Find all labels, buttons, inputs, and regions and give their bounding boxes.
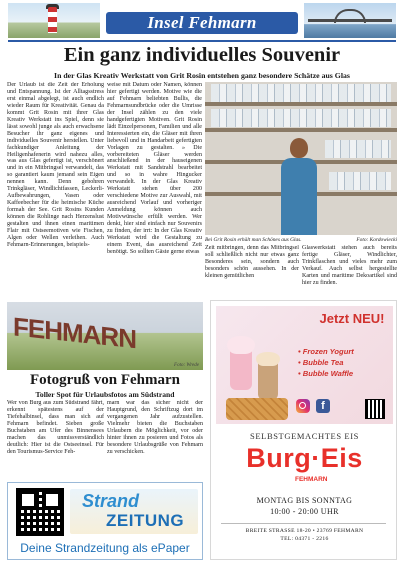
burg-eis-logo-sub: FEHMARN	[295, 476, 328, 483]
burg-eis-ad	[210, 300, 397, 560]
instagram-icon[interactable]	[296, 399, 310, 413]
article2-column-1: Wer von Burg aus zum Südstrand fährt, erkennt spätestens auf der Tiefehalbinsel, dass man sich auf Fehmarn befindet. Sieben große Buchstaben am Ufer des Binnensees machen das unmissverständlich deutlich: Hier ist die Ostseeinsel. Für den Tourismus-Service Feh-	[7, 400, 104, 455]
article-column-2: weise mit Datum oder Namen, können hier gefertigt werden. Motive wie die auf Fehmarn beliebten Bullis, die Fehmarnsundbrücke oder die Umrisse der Insel zählen zu den viele handgefertigten Motiven. Grit Rosin lädt Einzelpersonen, Familien und alle Interessierten ein, die Gläser mit ihren liebevoll und in Handarbeit gefertigten Vorlagen zu gestalten. » Die vorbereiteten Gläser werden anschließend in der hauseigenen Werkstatt mit Sandstrahl bearbeitet und so in wahre Hingucker verwandelt. In der Glas Kreativ Werkstatt stehen über 200 verschiedene Motive zur Auswahl, mit ausreichend Vorlauf und vorheriger Anmeldung können auch Motivwünsche erfüllt werden. Wer denkt, hier sind einfach nur Souvenirs zu finden, der irrt: In der Glas Kreativ Werkstatt wird die Gestaltung zu einem Event, das ausreichend Zeit benötigt. So sollten Gäste gerne etwas	[107, 82, 202, 255]
article-column-4: Glaswerkstatt stehen auch bereits fertige Gläser, Windlichter, Trinkflaschen und vieles mehr zum Verkauf. Auch selbst hergestellte Karten und maritime Dekoartikel sind hier zu finden.	[302, 245, 397, 286]
frozen-yogurt-cup	[230, 350, 252, 390]
offer-item: • Frozen Yogurt	[298, 347, 354, 356]
offer-list	[298, 346, 390, 379]
glass-row	[211, 109, 391, 127]
fehmarn-letters-photo	[7, 302, 203, 370]
photo-caption	[205, 237, 397, 243]
divider	[221, 523, 386, 524]
article-column-1: Der Urlaub ist die Zeit der Erholung und Entspannung. Ist der Alltagsstress erst einmal abgelegt, ist auch endlich wieder Raum für Kreativität. Genau da kommt Grit Rosin mit ihrer Glas Kreativ Werkstatt ins Spiel, denn sie lässt sowohl junge als auch erwachsene Besucher ihr ganz eigenes und individuelles Souvenir herstellen. Unter fachkundiger Anleitung der Heiligenhafenerin wird nahezu alles, was aus Glas gefertigt ist, verschönert und in ein Mitbringsel verwandelt, das so garantiert kaum jemand sein Eigen nennen kann. Denn gebohren Trinkgläser, Windlichtfassen, Leckerli-Aufbewahrungen, Vasen oder Kaffeebecher für die heimische Küche formah der See. Grit Rosins Kunden können die Rohlinge nach Herzenslust gestalten und ihnen einen maritimen Flair mit Ostseemotiven wie Fischen, Algen oder Wellen verleihen. Auch Fehmarn-Erinnerungen, beispiels-	[7, 82, 104, 248]
person-head	[290, 138, 308, 158]
glass-shop-photo	[205, 82, 397, 235]
brand-banner	[106, 12, 298, 34]
section-title: Fotogruß von Fehmarn	[30, 372, 180, 388]
shelf	[205, 128, 397, 132]
glass-row	[325, 140, 391, 158]
bridge-photo	[304, 3, 396, 38]
strandzeitung-logo	[70, 489, 198, 534]
caption-credit: Foto: Kordowiecki	[356, 237, 397, 243]
shop-owner-figure	[279, 138, 319, 235]
ad-tagline: SELBSTGEMACHTES EIS	[250, 431, 359, 441]
bubble-waffle	[226, 398, 288, 420]
bridge-deck	[308, 19, 392, 22]
glass-row	[329, 172, 391, 190]
lighthouse-tower	[48, 7, 57, 33]
burg-eis-logo: Burg·Eis	[246, 443, 363, 473]
bubble-tea-cup	[258, 362, 278, 400]
phone-number[interactable]: TEL: 04371 - 2216	[280, 536, 329, 542]
section-subtitle: Toller Spot für Urlaubsfotos am Südstrand	[35, 390, 175, 399]
new-badge: Jetzt NEU!	[319, 311, 385, 326]
logo-line-1: Strand	[82, 491, 140, 511]
opening-hours: 10:00 - 20:00 UHR	[270, 507, 339, 516]
offer-item: • Bubble Waffle	[298, 369, 354, 378]
fehmarn-letters	[13, 311, 197, 361]
article-column-3: Zeit mitbringen, denn das Mitbringsel soll schließlich nicht nur etwas ganz Besonderes sein, sondern auch besonders schön aussehen. In der kleinen gemütlichen	[205, 245, 299, 279]
header-rule	[8, 40, 396, 42]
person-body	[281, 158, 317, 235]
shelf	[205, 102, 397, 106]
opening-days: MONTAG BIS SONNTAG	[256, 496, 353, 505]
ice-cream-photo	[216, 306, 393, 424]
facebook-icon[interactable]: f	[316, 399, 330, 413]
qr-code-icon[interactable]	[16, 488, 64, 536]
page-header	[0, 0, 404, 40]
caption-text: Bei Grit Rosin erhält man Schönes aus Glas.	[205, 237, 302, 243]
address: BREITE STRASSE 18-20 • 23769 FEHMARN	[245, 528, 364, 534]
lighthouse-photo	[8, 3, 100, 38]
article-headline: Ein ganz individuelles Souvenir	[63, 44, 341, 66]
brand-title: Insel Fehmarn	[147, 13, 257, 32]
letters-word: FEHMARN	[13, 311, 136, 355]
strandzeitung-ad[interactable]	[7, 482, 203, 560]
article2-column-2: marn war das sicher nicht der Hauptgrund, den Schriftzug dort im vergangenen Jahr aufzustellen. Vielmehr bieten die Buchstaben Urlaubern die Möglichkeit, vor oder hinter ihnen zu posieren und Fotos als besondere Urlaubsgrüße von Fehmarn zu verschicken.	[107, 400, 203, 455]
qr-code-icon[interactable]	[365, 399, 385, 419]
article-subhead: In der Glas Kreativ Werkstatt von Grit Rosin entstehen ganz besondere Schätze aus Glas	[54, 71, 350, 80]
strandzeitung-tagline[interactable]: Deine Strandzeitung als ePaper	[20, 541, 190, 555]
letters-photo-credit: Foto: Wrede	[174, 363, 199, 368]
logo-line-2: ZEITUNG	[106, 511, 185, 530]
glass-row	[211, 84, 391, 102]
offer-item: • Bubble Tea	[298, 358, 344, 367]
